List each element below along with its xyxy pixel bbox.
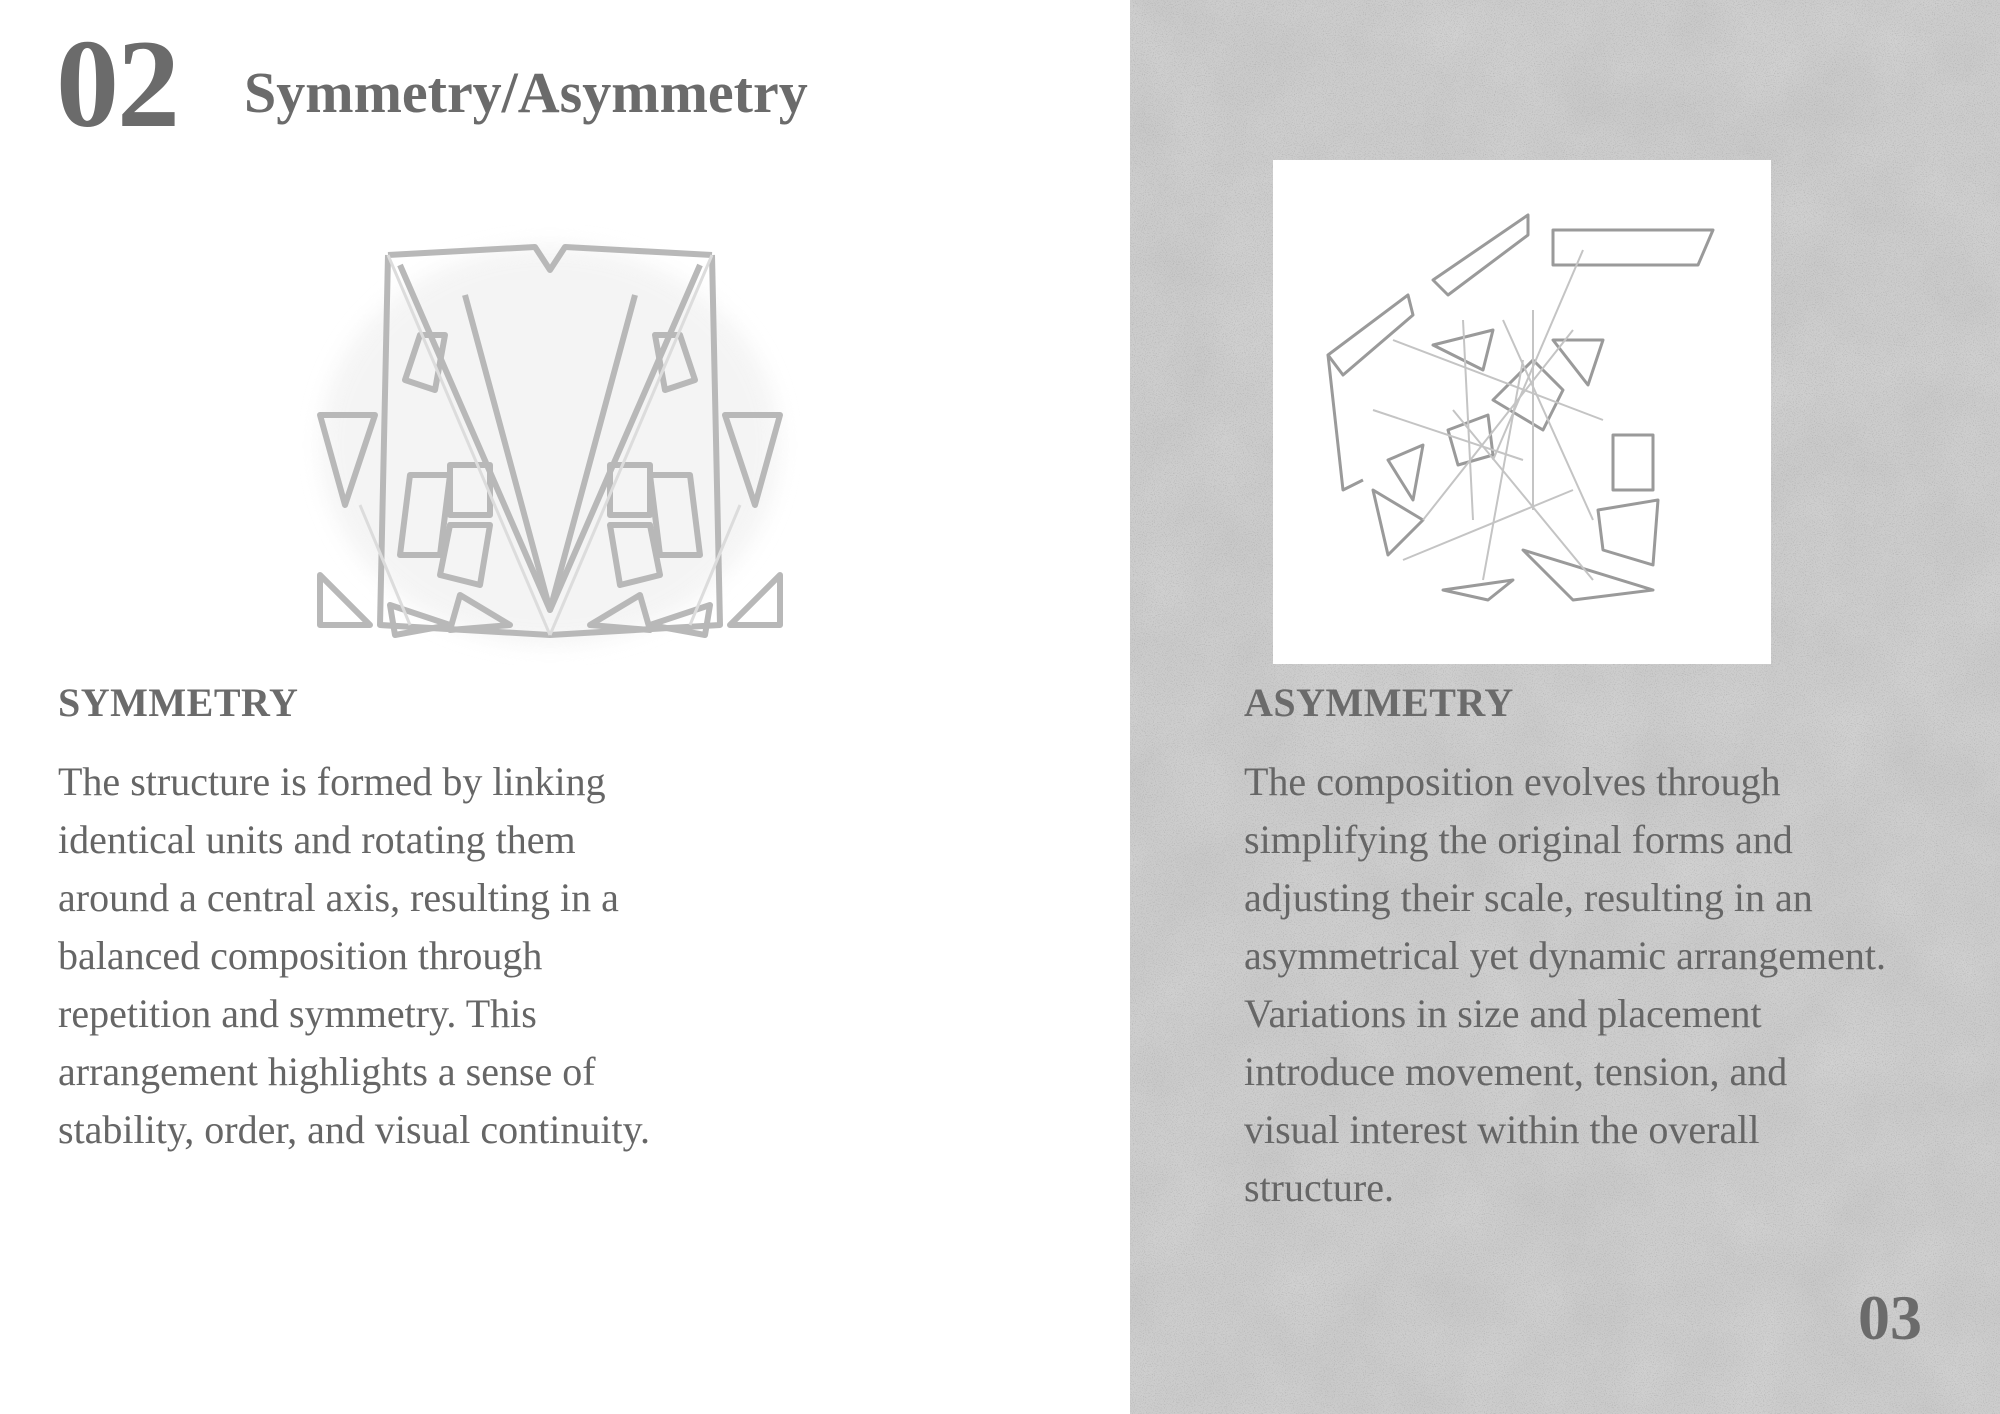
asymmetry-body-line: adjusting their scale, resulting in an [1244, 875, 1813, 920]
symmetry-body-line: stability, order, and visual continuity. [58, 1107, 650, 1152]
right-page [1130, 0, 2000, 1414]
symmetry-body-line: balanced composition through [58, 933, 543, 978]
asymmetry-body-line: The composition evolves through [1244, 759, 1781, 804]
symmetry-heading: SYMMETRY [58, 680, 299, 725]
section-title: Symmetry/Asymmetry [244, 60, 808, 125]
symmetry-body-line: arrangement highlights a sense of [58, 1049, 596, 1094]
symmetry-body-line: identical units and rotating them [58, 817, 576, 862]
asymmetry-body-line: introduce movement, tension, and [1244, 1049, 1788, 1094]
asymmetry-body-line: Variations in size and placement [1244, 991, 1762, 1036]
asymmetry-body-line: structure. [1244, 1165, 1394, 1210]
page-number: 03 [1858, 1282, 1922, 1353]
symmetry-body-line: around a central axis, resulting in a [58, 875, 619, 920]
asymmetry-heading: ASYMMETRY [1244, 680, 1514, 725]
asymmetry-body-line: visual interest within the overall [1244, 1107, 1760, 1152]
symmetry-body-line: repetition and symmetry. This [58, 991, 537, 1036]
asymmetry-body [1244, 753, 1886, 1217]
symmetry-body-line: The structure is formed by linking [58, 759, 606, 804]
symmetry-body [58, 753, 650, 1159]
symmetry-render-image [300, 225, 800, 665]
section-number: 02 [56, 15, 178, 154]
asymmetry-render-image [1273, 160, 1771, 664]
asymmetry-body-line: simplifying the original forms and [1244, 817, 1793, 862]
asymmetry-body-line: asymmetrical yet dynamic arrangement. [1244, 933, 1886, 978]
